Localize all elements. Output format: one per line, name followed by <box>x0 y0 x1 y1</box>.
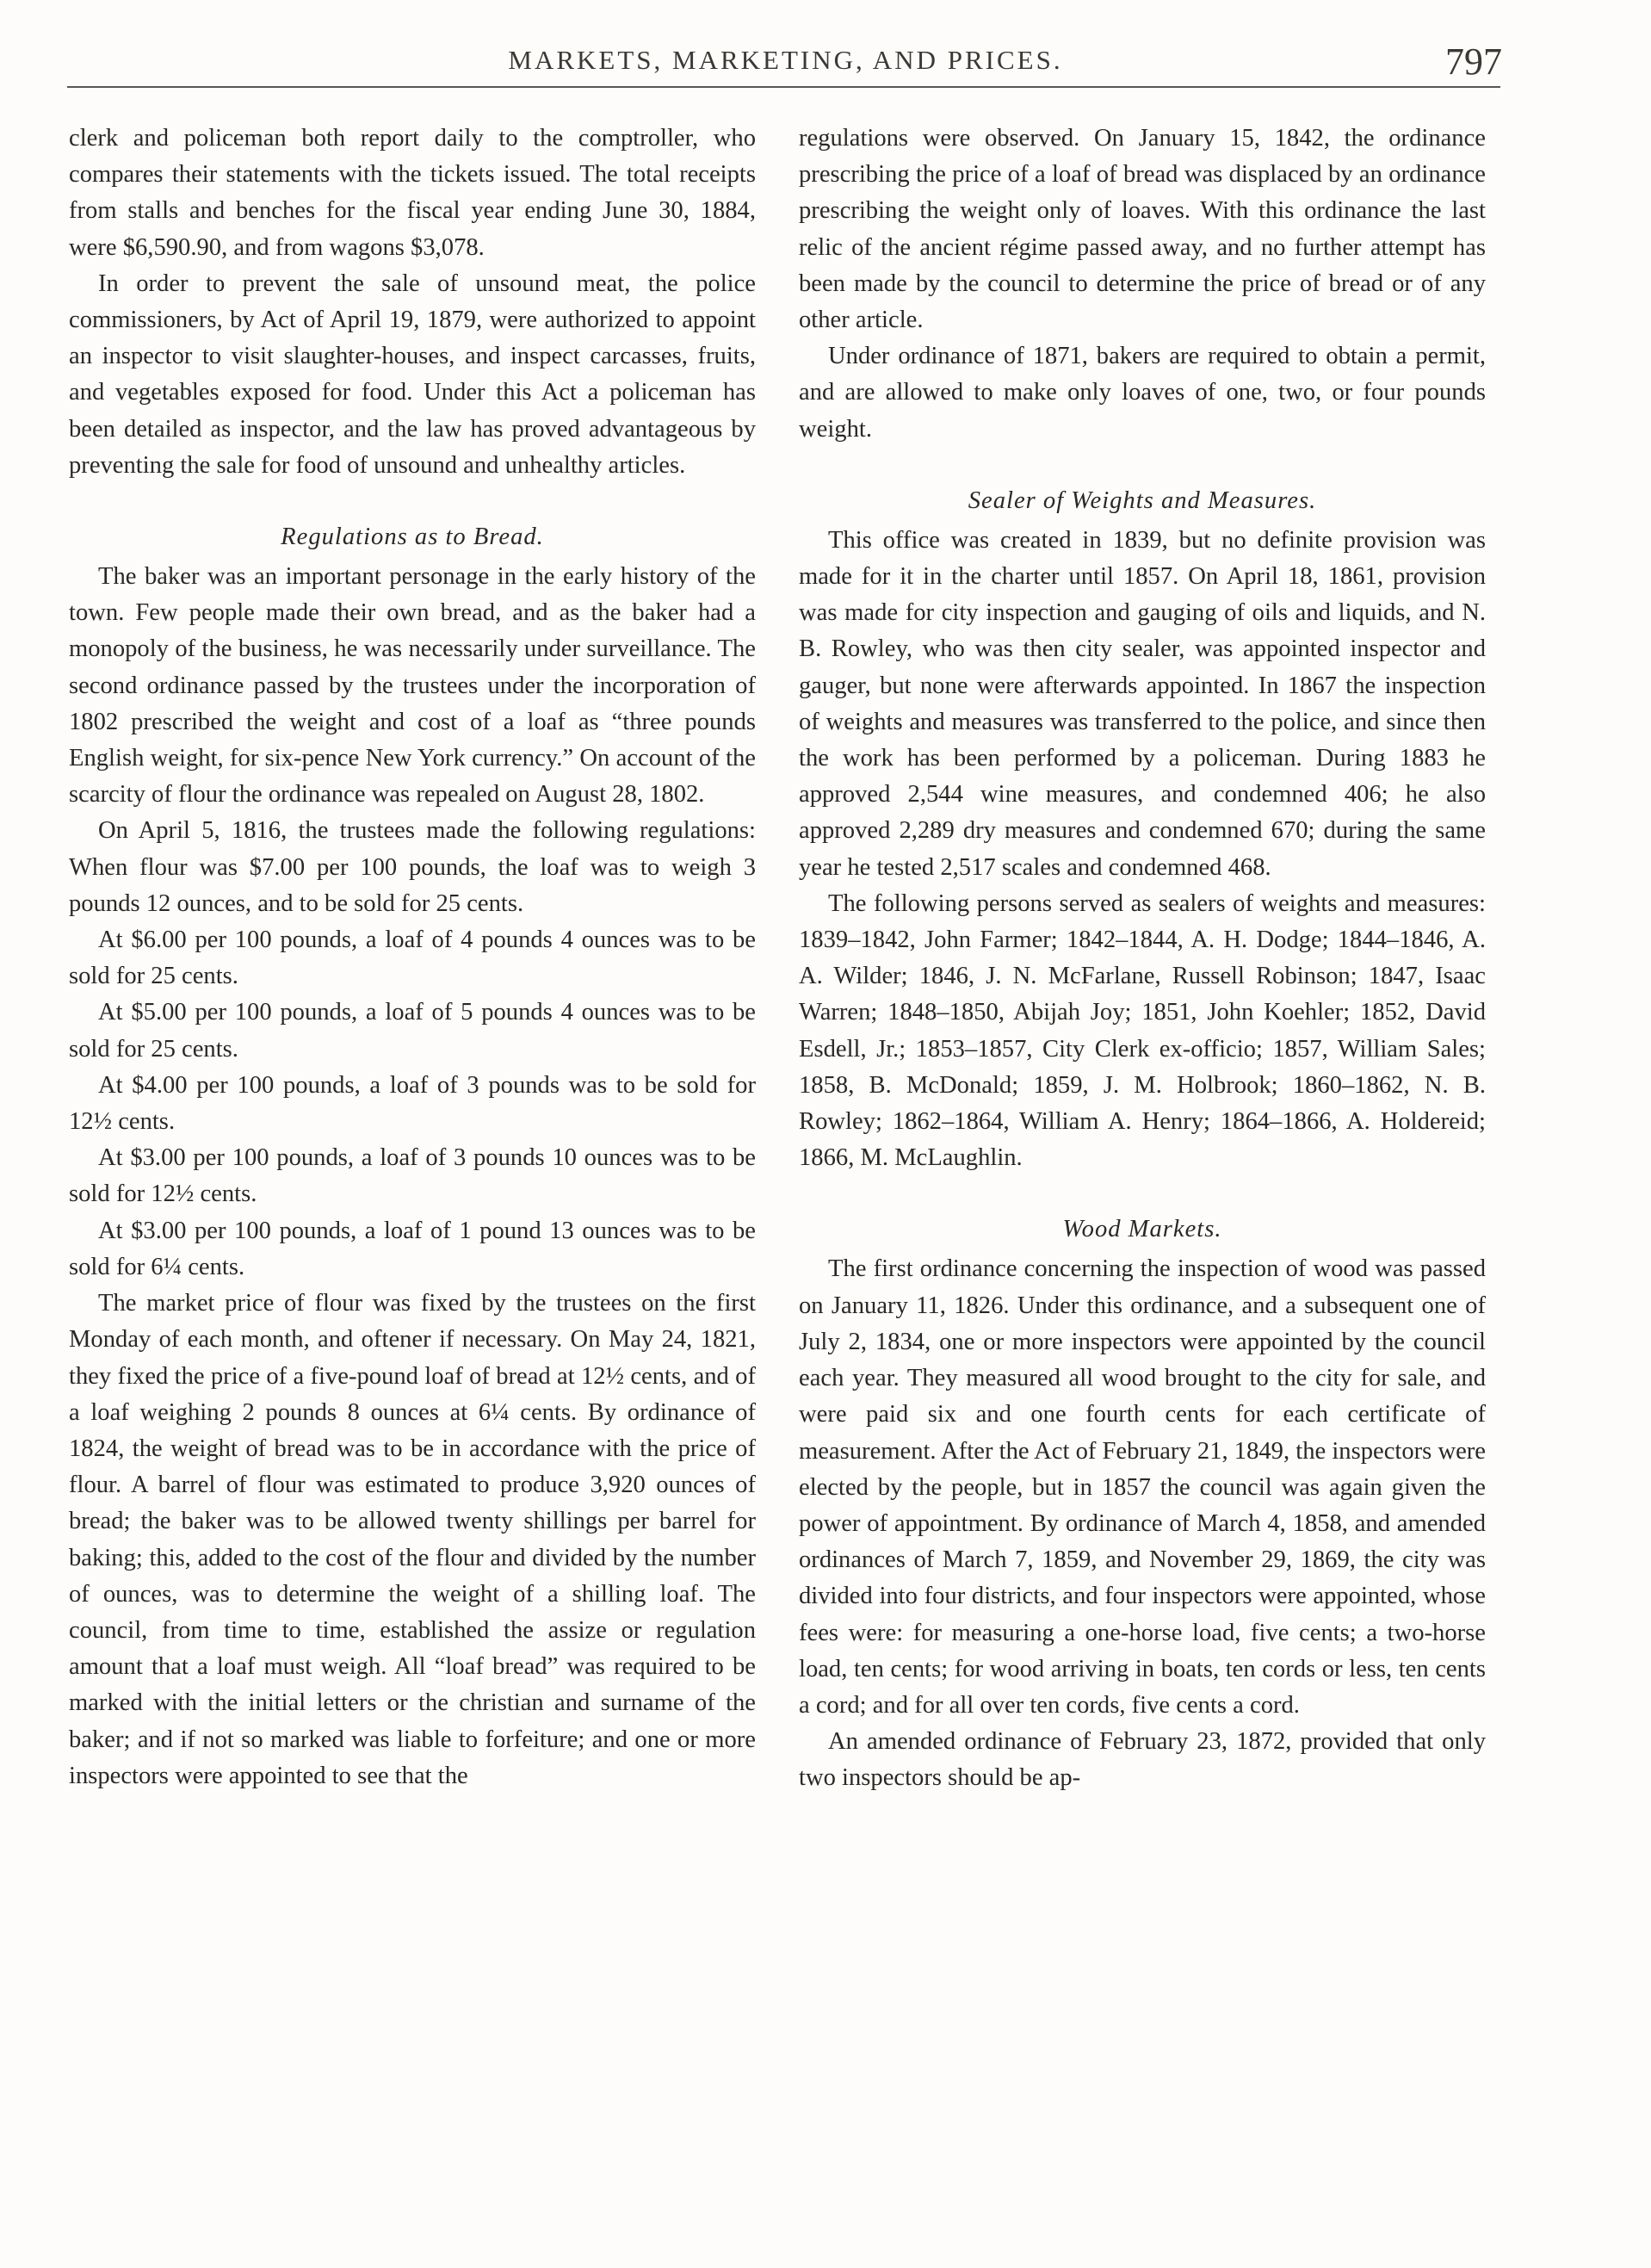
paragraph: The baker was an important personage in the early history of the town. Few people made their own bread, and as the baker had a monopoly of the business, he was necessarily under surveillance. The second ordinance passed by the trustees under the incorporation of 1802 prescribed the weight and cost of a loaf as “three pounds English weight, for six-pence New York currency.” On account of the scarcity of flour the ordinance was repealed on August 28, 1802. <box>69 563 756 809</box>
paragraph: At $3.00 per 100 pounds, a loaf of 1 pound 13 ounces was to be sold for 6¼ cents. <box>69 1217 756 1280</box>
paragraph: At $4.00 per 100 pounds, a loaf of 3 pounds was to be sold for 12½ cents. <box>69 1071 756 1136</box>
page-header <box>69 40 1502 83</box>
paragraph: The market price of flour was fixed by the trustees on the first Monday of each month, and oftener if necessary. On May 24, 1821, they fixed the price of a five-pound loaf of bread at 12½ cents, and of a loaf weighing 2 pounds 8 ounces at 6¼ cents. By ordinance of 1824, the weight of bread was to be in accordance with the price of flour. A barrel of flour was estimated to produce 3,920 ounces of bread; the baker was to be allowed twenty shillings per barrel for baking; this, added to the cost of the flour and divided by the number of ounces, was to determine the weight of a shilling loaf. The council, from time to time, established the assize or regulation amount that a loaf must weigh. All “loaf bread” was required to be marked with the initial letters or the christian and surname of the baker; and if not so marked was liable to forfeiture; and one or more inspectors were appointed to see that the <box>69 1290 756 1789</box>
left-column <box>69 121 756 1794</box>
paragraph: Under ordinance of 1871, bakers are required to obtain a permit, and are allowed to make only loaves of one, two, or four pounds weight. <box>799 343 1486 443</box>
paragraph: The first ordinance concerning the inspection of wood was passed on January 11, 1826. Under this ordinance, and a subsequent one of July 2, 1834, one or more inspectors were appointed by the council each year. They measured all wood brought to the city for sale, and were paid six and one fourth cents for each certificate of measurement. After the Act of February 21, 1849, the inspectors were elected by the people, but in 1857 the council was again given the power of appointment. By ordinance of March 4, 1858, and amended ordinances of March 7, 1859, and November 29, 1869, the city was divided into four districts, and four inspectors were appointed, whose fees were: for measuring a one-horse load, five cents; a two-horse load, ten cents; for wood arriving in boats, ten cords or less, ten cents a cord; and for all over ten cords, five cents a cord. <box>799 1255 1486 1719</box>
paragraph: regulations were observed. On January 15, 1842, the ordinance prescribing the price of a loaf of bread was displaced by an ordinance prescribing the weight only of loaves. With this ordinance the last relic of the ancient régime passed away, and no further attempt has been made by the council to determine the price of bread or of any other article. <box>799 125 1486 334</box>
section-heading-sealer: Sealer of Weights and Measures. <box>968 486 1317 514</box>
section-heading-wood: Wood Markets. <box>1062 1216 1222 1243</box>
paragraph: On April 5, 1816, the trustees made the following regulations: When flour was $7.00 per 100 pounds, the loaf was to weigh 3 pounds 12 ounces, and to be sold for 25 cents. <box>69 817 756 917</box>
paragraph: The following persons served as sealers of weights and measures: 1839–1842, John Farmer; 1842–1844, A. H. Dodge; 1844–1846, A. A. Wilder; 1846, J. N. McFarlane, Russell Robinson; 1847, Isaac Warren; 1848–1850, Abijah Joy; 1851, John Koehler; 1852, David Esdell, Jr.; 1853–1857, City Clerk ex-officio; 1857, William Sales; 1858, B. McDonald; 1859, J. M. Holbrook; 1860–1862, N. B. Rowley; 1862–1864, William A. Henry; 1864–1866, A. Holdereid; 1866, M. McLaughlin. <box>799 889 1486 1172</box>
paragraph: clerk and policeman both report daily to the comptroller, who compares their statements with the tickets issued. The total receipts from stalls and benches for the fiscal year ending June 30, 1884, were $6,590.90, and from wagons $3,078. <box>69 125 756 261</box>
right-column <box>799 121 1486 1797</box>
paragraph: At $5.00 per 100 pounds, a loaf of 5 pounds 4 ounces was to be sold for 25 cents. <box>69 999 756 1063</box>
paragraph: At $3.00 per 100 pounds, a loaf of 3 pounds 10 ounces was to be sold for 12½ cents. <box>69 1144 756 1208</box>
page-number: 797 <box>1445 40 1502 83</box>
paragraph: In order to prevent the sale of unsound meat, the police commissioners, by Act of April 19, 1879, were authorized to appoint an inspector to visit slaughter-houses, and inspect carcasses, fruits, and vegetables exposed for food. Under this Act a policeman has been detailed as inspector, and the law has proved advantageous by preventing the sale for food of unsound and unhealthy articles. <box>69 270 756 479</box>
header-rule <box>67 86 1500 88</box>
paragraph: At $6.00 per 100 pounds, a loaf of 4 pounds 4 ounces was to be sold for 25 cents. <box>69 926 756 990</box>
section-heading-bread: Regulations as to Bread. <box>281 524 544 551</box>
paragraph: This office was created in 1839, but no definite provision was made for it in the charter until 1857. On April 18, 1861, provision was made for city inspection and gauging of oils and liquids, and N. B. Rowley, who was then city sealer, was appointed inspector and gauger, but none were afterwards appointed. In 1867 the inspection of weights and measures was transferred to the police, and since then the work has been performed by a policeman. During 1883 he approved 2,544 wine measures, and condemned 406; he also approved 2,289 dry measures and condemned 670; during the same year he tested 2,517 scales and condemned 468. <box>799 526 1486 881</box>
running-title: MARKETS, MARKETING, AND PRICES. <box>508 45 1063 75</box>
paragraph: An amended ordinance of February 23, 1872, provided that only two inspectors should be ap- <box>799 1728 1486 1792</box>
